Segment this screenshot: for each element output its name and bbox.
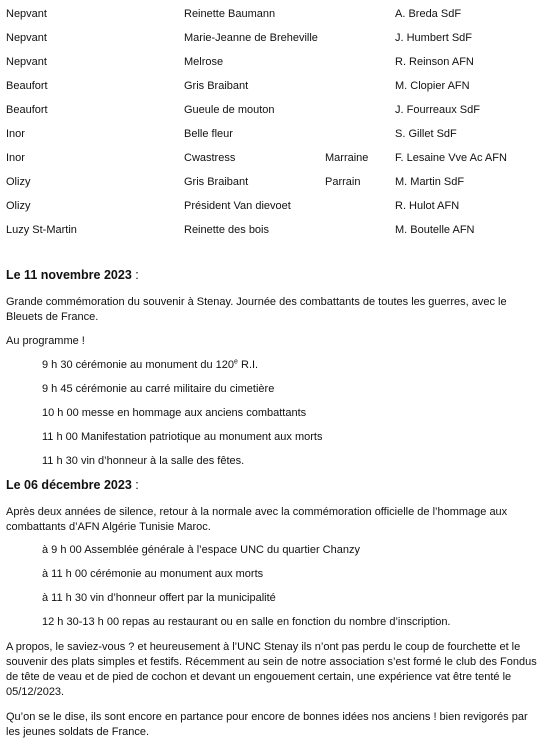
- cell-village: Olizy: [6, 176, 31, 188]
- november-programme-item: 11 h 00 Manifestation patriotique au monument aux morts: [42, 431, 323, 443]
- table-row: [6, 194, 545, 218]
- cell-village: Beaufort: [6, 80, 48, 92]
- november-programme-item: 9 h 45 cérémonie au carré militaire du cimetière: [42, 383, 275, 395]
- cell-village: Inor: [6, 152, 25, 164]
- november-programme-item: 10 h 00 messe en hommage aux anciens combattants: [42, 407, 307, 419]
- cell-apple-variety: Gueule de mouton: [184, 104, 275, 116]
- cell-sponsor: R. Hulot AFN: [395, 200, 460, 212]
- cell-sponsor: M. Boutelle AFN: [395, 224, 475, 236]
- november-heading: [6, 268, 139, 283]
- december-programme-item: à 11 h 00 cérémonie au monument aux morts: [42, 568, 264, 580]
- cell-village: Nepvant: [6, 32, 47, 44]
- cell-apple-variety: Reinette des bois: [184, 224, 269, 236]
- cell-village: Luzy St-Martin: [6, 224, 77, 236]
- cell-sponsor: A. Breda SdF: [395, 8, 462, 20]
- table-row: [6, 50, 545, 74]
- table-row: [6, 2, 545, 26]
- cell-role: [325, 26, 395, 50]
- cell-role: Parrain: [325, 176, 361, 188]
- cell-sponsor: J. Humbert SdF: [395, 32, 473, 44]
- cell-sponsor: F. Lesaine Vve Ac AFN: [395, 152, 507, 164]
- december-programme-item: à 9 h 00 Assemblée générale à l’espace UNC du quartier Chanzy: [42, 544, 360, 556]
- cell-apple-variety: Cwastress: [184, 152, 236, 164]
- november-heading-colon: :: [131, 268, 139, 282]
- table-row: [6, 74, 545, 98]
- cell-sponsor: J. Fourreaux SdF: [395, 104, 480, 116]
- november-heading-date: Le 11 novembre 2023: [6, 268, 132, 282]
- november-item-text-end: R.I.: [237, 359, 259, 371]
- december-programme-item: 12 h 30-13 h 00 repas au restaurant ou en salle en fonction du nombre d’inscription.: [42, 616, 451, 628]
- cell-village: Olizy: [6, 200, 31, 212]
- table-row: [6, 170, 545, 194]
- cell-apple-variety: Melrose: [184, 56, 224, 68]
- november-item-text: 9 h 30 cérémonie au monument du 120: [42, 359, 235, 371]
- table-row: [6, 146, 545, 170]
- cell-role: [325, 194, 395, 218]
- cell-apple-variety: Gris Braibant: [184, 80, 249, 92]
- cell-role: [325, 218, 395, 242]
- november-programme-item: 11 h 30 vin d’honneur à la salle des fêtes.: [42, 455, 245, 467]
- closing-paragraph: Qu’on se le dise, ils sont encore en partance pour encore de bonnes idées nos anciens ! bien revigorés par les jeunes soldats de France.: [6, 711, 528, 738]
- cell-village: Nepvant: [6, 8, 47, 20]
- cell-apple-variety: Reinette Baumann: [184, 8, 276, 20]
- cell-apple-variety: Gris Braibant: [184, 176, 249, 188]
- cell-role: [325, 98, 395, 122]
- cell-village: Nepvant: [6, 56, 47, 68]
- december-heading-colon: :: [131, 478, 139, 492]
- cell-sponsor: S. Gillet SdF: [395, 128, 457, 140]
- cell-role: Marraine: [325, 152, 369, 164]
- cell-role: [325, 2, 395, 26]
- table-row: [6, 98, 545, 122]
- table-row: [6, 122, 545, 146]
- cell-role: [325, 122, 395, 146]
- trees-table-body: [6, 2, 545, 242]
- cell-sponsor: M. Martin SdF: [395, 176, 465, 188]
- cell-role: [325, 74, 395, 98]
- december-programme-item: à 11 h 30 vin d’honneur offert par la municipalité: [42, 592, 276, 604]
- november-programme-item: [42, 358, 258, 372]
- programme-label: Au programme !: [6, 335, 85, 347]
- november-intro: Grande commémoration du souvenir à Stenay. Journée des combattants de toutes les guerres, avec le Bleuets de France.: [6, 296, 507, 323]
- cell-role: [325, 50, 395, 74]
- cell-sponsor: M. Clopier AFN: [395, 80, 470, 92]
- trees-table: [6, 2, 545, 242]
- cell-village: Beaufort: [6, 104, 48, 116]
- november-item-superscript: e: [234, 358, 238, 366]
- cell-sponsor: R. Reinson AFN: [395, 56, 474, 68]
- cell-apple-variety: Marie-Jeanne de Breheville: [184, 32, 318, 44]
- december-heading: [6, 478, 139, 493]
- december-heading-date: Le 06 décembre 2023: [6, 478, 132, 492]
- december-intro: Après deux années de silence, retour à la normale avec la commémoration officielle de l’hommage aux combattants d’AFN Algérie Tunisie Maroc.: [6, 506, 508, 533]
- table-row: [6, 26, 545, 50]
- cell-apple-variety: Belle fleur: [184, 128, 233, 140]
- fondus-paragraph: A propos, le saviez-vous ? et heureusement à l’UNC Stenay ils n’ont pas perdu le coup de fourchette et le souvenir des plats simples et festifs. Récemment au sein de notre association s’est formé le club des Fondus de tête de veau et de pied de cochon et devant un engouement certain, une expérience vat être tenté le 05/12/2023.: [6, 641, 537, 698]
- cell-village: Inor: [6, 128, 25, 140]
- cell-apple-variety: Président Van dievoet: [184, 200, 291, 212]
- table-row: [6, 218, 545, 242]
